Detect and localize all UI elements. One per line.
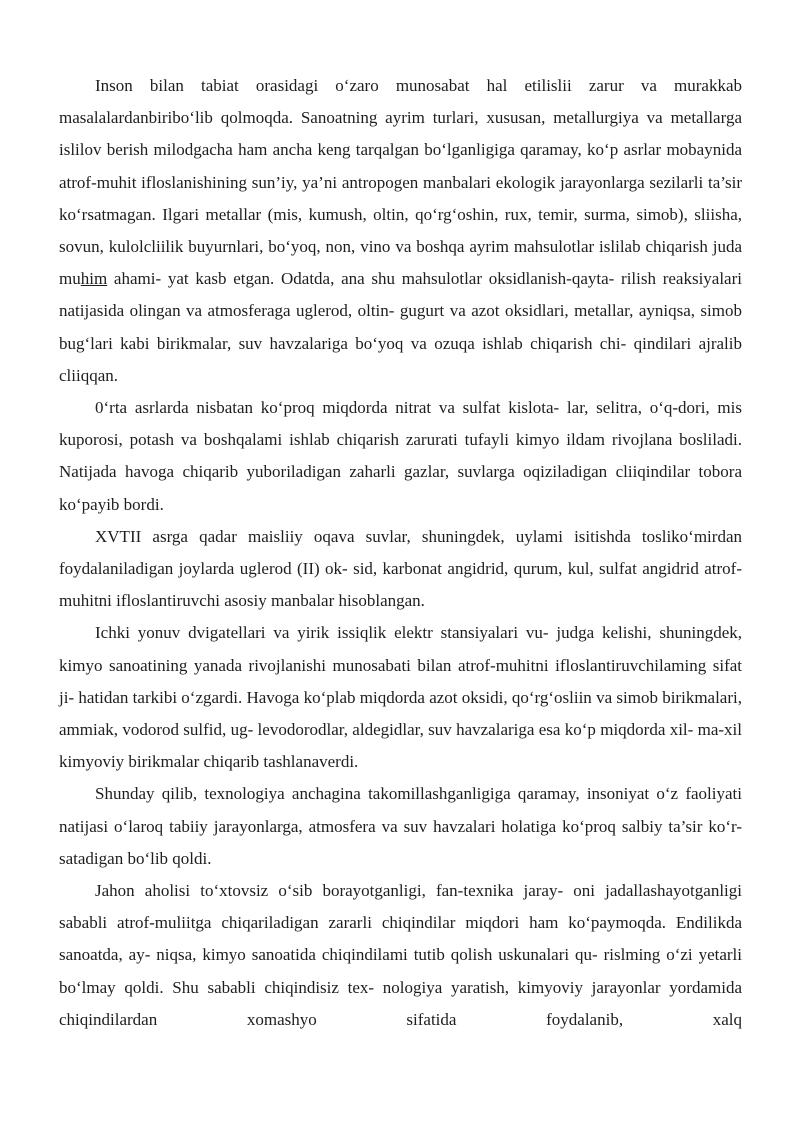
paragraph-6: Jahon aholisi to‘xtovsiz o‘sib borayotganligi, fan-texnika jaray- oni jadallashayotganligi sababli atrof-muliitga chiqariladigan zararli chiqindilar miqdori ham ko‘paymoqda. Endilikda sanoatda, ay- niqsa, kimyo sanoatida chiqindilami tutib qolish uskunalari qu- rislming o‘zi yetarli bo‘lmay qoldi. Shu sababli chiqindisiz tex- nologiya yaratish, kimyoviy jarayonlar yordamida chiqindilardan xomashyo sifatida foydalanib, xalq bbox=[59, 881, 742, 1029]
paragraph-1-text-start: Inson bilan tabiat orasidagi o‘zaro munosabat hal etilislii zarur va murakkab masalalardanbiribo‘lib qolmoqda. Sanoatning ayrim turlari, xususan, metallurgiya va metallarga islilov berish milodgacha ham ancha keng tarqalgan bo‘lganligiga qaramay, ko‘p asrlar mobaynida atrof-muhit ifloslanishining sun’iy, ya’ni antropogen manbalari ekologik jarayonlarga sezilarli ta’sir ko‘rsatmagan. Ilgari metallar (mis, kumush, oltin, qo‘rg‘oshin, rux, temir, surma, simob), sliisha, sovun, kulolcliilik buyurnlari, bo‘yoq, non, vino va boshqa ayrim mahsulotlar islilab chiqarish juda mu bbox=[59, 76, 742, 289]
paragraph-4: Ichki yonuv dvigatellari va yirik issiqlik elektr stansiyalari vu- judga kelishi, shuningdek, kimyo sanoatining yanada rivojlanishi munosabati bilan atrof-muhitni ifloslantiruvchilaming sifat ji- hatidan tarkibi o‘zgardi. Havoga ko‘plab miqdorda azot oksidi, qo‘rg‘osliin va simob birikmalari, ammiak, vodorod sulfid, ug- levodorodlar, aldegidlar, suv havzalariga esa ko‘p miqdorda xil- ma-xil kimyoviy birikmalar chiqarib tashlanaverdi. bbox=[59, 623, 742, 772]
paragraph-1 bbox=[59, 70, 742, 392]
document-page bbox=[59, 70, 742, 1036]
paragraph-5: Shunday qilib, texnologiya anchagina takomillashganligiga qaramay, insoniyat o‘z faoliyati natijasi o‘laroq tabiiy jarayonlarga, atmosfera va suv havzalari holatiga ko‘proq salbiy ta’sir ko‘r- satadigan bo‘lib qoldi. bbox=[59, 784, 742, 868]
underlined-word: him bbox=[80, 269, 108, 289]
paragraph-3: XVTII asrga qadar maisliiy oqava suvlar, shuningdek, uylami isitishda tosliko‘mirdan foydalaniladigan joylarda uglerod (II) ok- sid, karbonat angidrid, qurum, kul, sulfat angidrid atrof-muhitni ifloslantiruvchi asosiy manbalar hisoblangan. bbox=[59, 526, 742, 611]
paragraph-1-text-end: ahami- yat kasb etgan. Odatda, ana shu mahsulotlar oksidlanish-qayta- rilish reaksiyalari natijasida olingan va atmosferaga uglerod, oltin- gugurt va azot oksidlari, metallar, ayniqsa, simob bug‘lari kabi birikmalar, suv havzalariga bo‘yoq va ozuqa ishlab chiqarish chi- qindilari ajralib cliiqqan. bbox=[59, 269, 742, 385]
paragraph-2: 0‘rta asrlarda nisbatan ko‘proq miqdorda nitrat va sulfat kislota- lar, selitra, o‘q-dori, mis kuporosi, potash va boshqalami ishlab chiqarish zarurati tufayli kimyo ildam rivojlana bosliladi. Natijada havoga chiqarib yuboriladigan zaharli gazlar, suvlarga oqiziladigan cliiqindilar tobora ko‘payib bordi. bbox=[59, 398, 742, 514]
